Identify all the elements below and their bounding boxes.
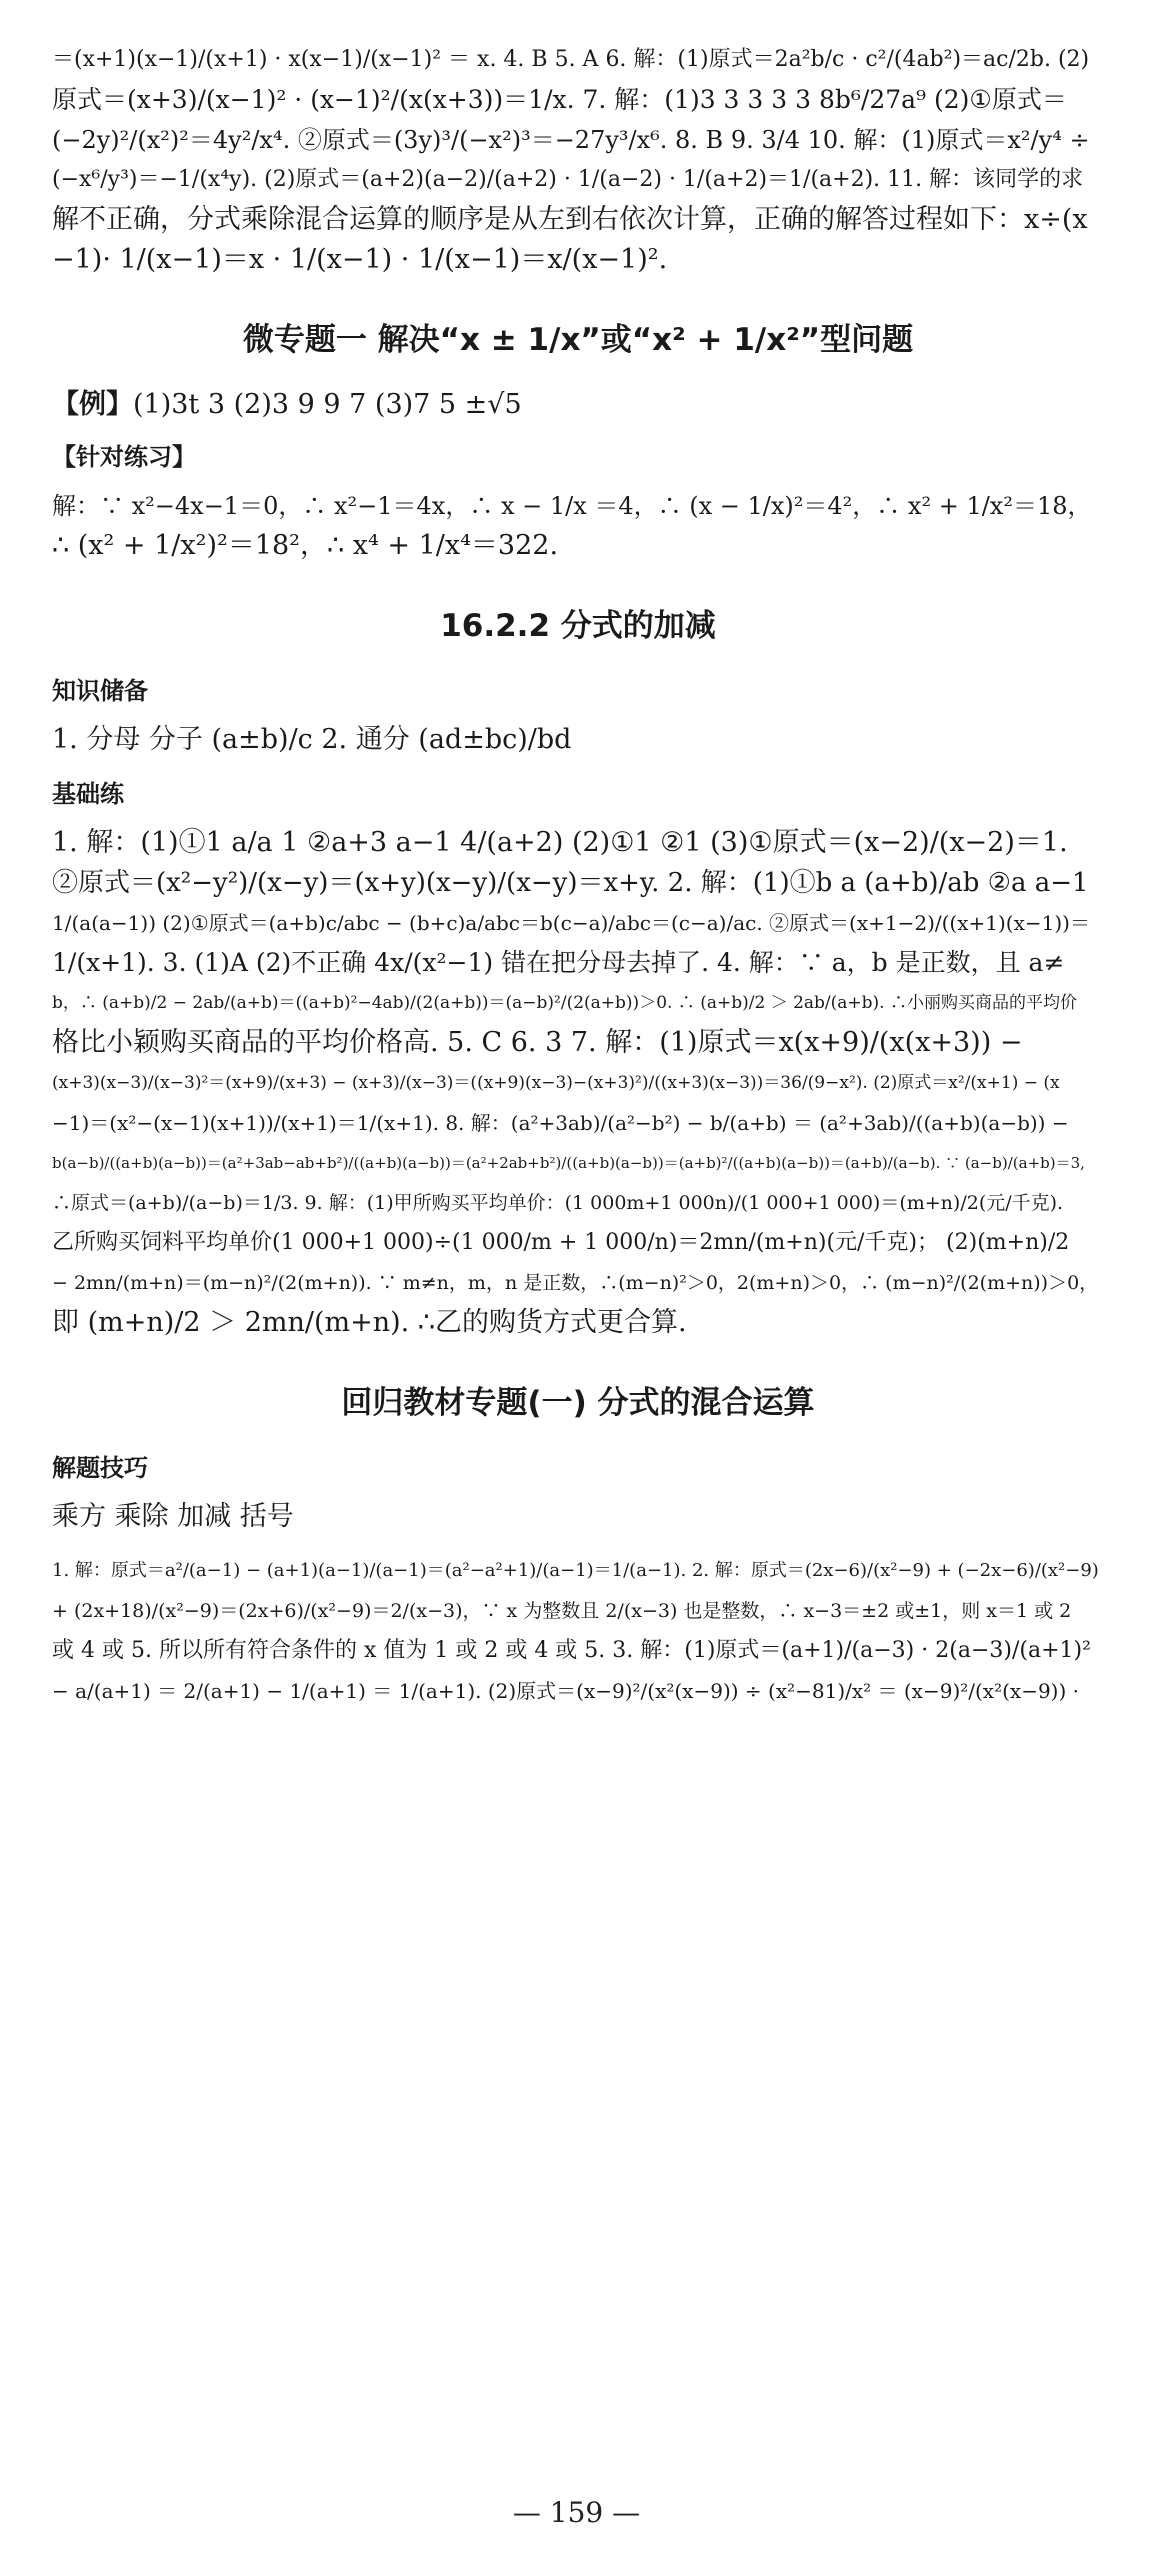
text-line: ＝(x+1)(x−1)/(x+1) · x(x−1)/(x−1)² ＝ x. 4. B 5. A 6. 解：(1)原式＝2a²b/c · c²/(4ab²)＝ac/2b. (2): [52, 47, 1090, 72]
text-line: + (2x+18)/(x²−9)＝(2x+6)/(x²−9)＝2/(x−3)，∵ x 为整数且 2/(x−3) 也是整数，∴ x−3＝±2 或±1，则 x＝1 或 2: [52, 1600, 1072, 1622]
section-title-review: 回归教材专题(一) 分式的混合运算: [341, 1385, 815, 1421]
knowledge-body: 1. 分母 分子 (a±b)/c 2. 通分 (ad±bc)/bd: [52, 724, 572, 755]
text-line: −1)＝(x²−(x−1)(x+1))/(x+1)＝1/(x+1). 8. 解：(a²+3ab)/(a²−b²) − b/(a+b) ＝ (a²+3ab)/((a+b)(a−b)) −: [52, 1111, 1069, 1135]
tips-body: 乘方 乘除 加减 括号: [52, 1501, 294, 1532]
answers-top: [52, 40, 1104, 280]
example-line: [52, 385, 1104, 425]
text-line: − a/(a+1) ＝ 2/(a+1) − 1/(a+1) ＝ 1/(a+1). (2)原式＝(x−9)²/(x²(x−9)) ÷ (x²−81)/x² ＝ (x−9)²/(x²(x−9)) ·: [52, 1679, 1079, 1703]
text-line: ∴原式＝(a+b)/(a−b)＝1/3. 9. 解：(1)甲所购买平均单价：(1 000m+1 000n)/(1 000+1 000)＝(m+n)/2(元/千克).: [52, 1192, 1064, 1214]
page-content: [52, 40, 1104, 1711]
knowledge-label: 知识储备: [52, 677, 148, 705]
text-line: ②原式＝(x²−y²)/(x−y)＝(x+y)(x−y)/(x−y)＝x+y. 2. 解：(1)①b a (a+b)/ab ②a a−1: [52, 868, 1089, 898]
practice-label: 【针对练习】: [52, 443, 196, 471]
basic-practice-body: [52, 823, 1104, 1343]
text-line: (−x⁶/y³)＝−1/(x⁴y). (2)原式＝(a+2)(a−2)/(a+2) · 1/(a−2) · 1/(a+2)＝1/(a+2). 11. 解：该同学的求: [52, 167, 1084, 192]
text-line: 1/(a(a−1)) (2)①原式＝(a+b)c/abc − (b+c)a/abc＝b(c−a)/abc＝(c−a)/ac. ②原式＝(x+1−2)/((x+1)(x−1))＝: [52, 911, 1090, 935]
text-line: 解不正确，分式乘除混合运算的顺序是从左到右依次计算，正确的解答过程如下：x÷(x: [52, 204, 1088, 235]
text-line: (−2y)²/(x²)²＝4y²/x⁴. ②原式＝(3y)³/(−x²)³＝−27y³/x⁶. 8. B 9. 3/4 10. 解：(1)原式＝x²/y⁴ ÷: [52, 126, 1090, 154]
text-line: 解：∵ x²−4x−1＝0，∴ x²−1＝4x，∴ x − 1/x ＝4，∴ (x − 1/x)²＝4²，∴ x² + 1/x²＝18，: [52, 492, 1092, 520]
text-line: 1. 解：(1)①1 a/a 1 ②a+3 a−1 4/(a+2) (2)①1 ②1 (3)①原式＝(x−2)/(x−2)＝1.: [52, 827, 1068, 858]
text-line: ∴ (x² + 1/x²)²＝18²，∴ x⁴ + 1/x⁴＝322.: [52, 530, 559, 561]
text-line: b，∴ (a+b)/2 − 2ab/(a+b)＝((a+b)²−4ab)/(2(a+b))＝(a−b)²/(2(a+b))＞0. ∴ (a+b)/2 ＞ 2ab/(a+b). ∴小丽购买商品的平均价: [52, 993, 1077, 1013]
text-line: 或 4 或 5. 所以所有符合条件的 x 值为 1 或 2 或 4 或 5. 3. 解：(1)原式＝(a+1)/(a−3) · 2(a−3)/(a+1)²: [52, 1638, 1091, 1663]
text-line: 格比小颖购买商品的平均价格高. 5. C 6. 3 7. 解：(1)原式＝x(x+9)/(x(x+3)) −: [52, 1027, 1023, 1058]
text-line: 1. 解：原式＝a²/(a−1) − (a+1)(a−1)/(a−1)＝(a²−a²+1)/(a−1)＝1/(a−1). 2. 解：原式＝(2x−6)/(x²−9) + (−2x−6)/(x²−9): [52, 1560, 1099, 1581]
text-line: 即 (m+n)/2 ＞ 2mn/(m+n). ∴乙的购货方式更合算.: [52, 1307, 687, 1338]
text-line: − 2mn/(m+n)＝(m−n)²/(2(m+n)). ∵ m≠n，m，n 是正数，∴(m−n)²＞0，2(m+n)＞0，∴ (m−n)²/(2(m+n))＞0，: [52, 1272, 1099, 1294]
text-line: 1/(x+1). 3. (1)A (2)不正确 4x/(x²−1) 错在把分母去掉了. 4. 解：∵ a，b 是正数，且 a≠: [52, 948, 1065, 977]
page-number: — 159 —: [512, 2496, 641, 2529]
review-body: [52, 1551, 1104, 1711]
text-line: b(a−b)/((a+b)(a−b))＝(a²+3ab−ab+b²)/((a+b)(a−b))＝(a²+2ab+b²)/((a+b)(a−b))＝(a+b)²/((a+b)(a−b))＝(a+b)/(a−b). ∵ (a−b)/(a+b)＝3,: [52, 1154, 1085, 1172]
text-line: (x+3)(x−3)/(x−3)²＝(x+9)/(x+3) − (x+3)/(x−3)＝((x+9)(x−3)−(x+3)²)/((x+3)(x−3))＝36/(9−x²). (2)原式＝x²/(x+1) − (x: [52, 1073, 1060, 1093]
example-body: (1)3t 3 (2)3 9 9 7 (3)7 5 ±√5: [133, 389, 522, 420]
basic-practice-label: 基础练: [52, 780, 124, 808]
example-label: 【例】: [52, 389, 133, 420]
text-line: 原式＝(x+3)/(x−1)² · (x−1)²/(x(x+3))＝1/x. 7. 解：(1)3 3 3 3 3 8b⁶/27a⁹ (2)①原式＝: [52, 85, 1067, 114]
section-title-micro-topic: 微专题一 解决“x ± 1/x”或“x² + 1/x²”型问题: [242, 322, 914, 358]
text-line: 乙所购买饲料平均单价(1 000+1 000)÷(1 000/m + 1 000/n)＝2mn/(m+n)(元/千克)； (2)(m+n)/2: [52, 1230, 1070, 1255]
text-line: −1)· 1/(x−1)＝x · 1/(x−1) · 1/(x−1)＝x/(x−1)².: [52, 244, 668, 275]
tips-label: 解题技巧: [52, 1454, 148, 1482]
practice-body: [52, 486, 1104, 566]
section-title-16-2-2: 16.2.2 分式的加减: [440, 608, 716, 644]
